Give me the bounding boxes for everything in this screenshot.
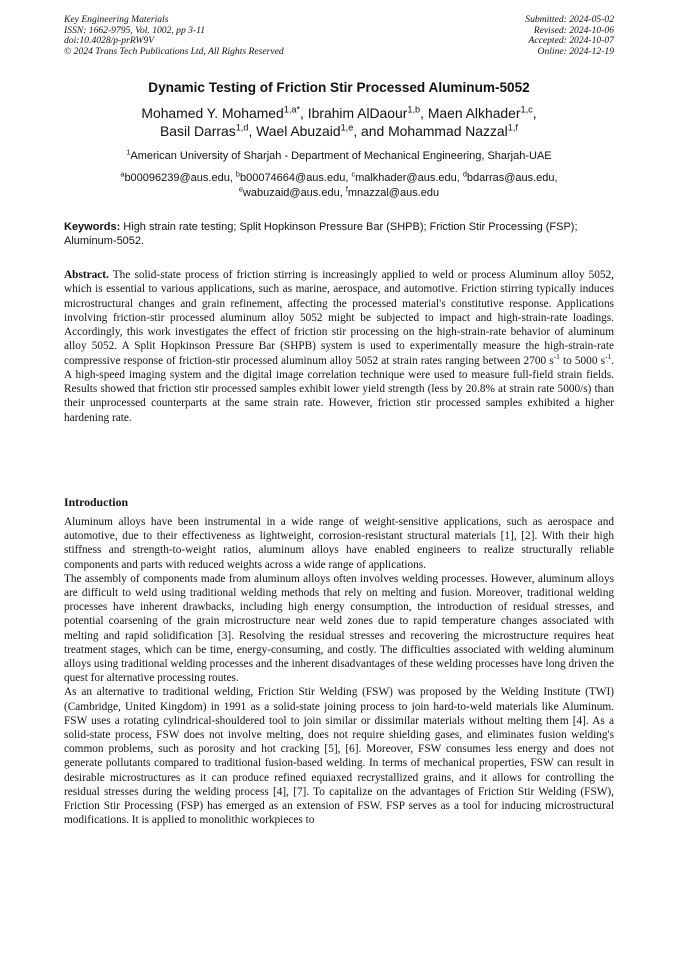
- submitted-date: Submitted: 2024-05-02: [525, 14, 614, 25]
- author-superscript: 1,d: [235, 122, 249, 133]
- email-address: b00074664@aus.edu,: [239, 172, 352, 184]
- intro-paragraph: Aluminum alloys have been instrumental in a wide range of weight-sensitive applications, such as aerospace and automotive, due to their effectiveness as lightweight, corrosion-resistant structural materials [1], [2]. With their high stiffness and strength-to-weight ratios, aluminum alloys have enabled engineers to realize structurally reliable components and parts with reduced weights across a wide range of applications.: [64, 516, 614, 571]
- abstract-section: Abstract. The solid-state process of friction stirring is increasingly applied to weld or process Aluminum alloy 5052, which is essential to various applications, such as marine, aerospace, and automotive. Friction stirring typically induces microstructural changes and grain refinement, affecting the processed material's constitutive response. Applications involving friction-stir processed aluminum alloy 5052 might be subjected to impact and high-strain-rate loadings. Accordingly, this work investigates the effect of friction stir processing on the high-strain-rate behavior of aluminum alloy 5052. A Split Hopkinson Pressure Bar (SHPB) system is used to experimentally measure the high-strain-rate compressive response of friction-stir processed aluminum alloy 5052 at strain rates ranging between 2700 $s^{-1}$ to 5000 $s^{-1}$. A high-speed imaging system and the digital image correlation technique were used to measure full-field strain fields. Results showed that friction stir processed samples exhibit lower yield strength (less by 20.8% at strain rate 5000/s) than their unprocessed counterparts at the same strain rate. However, friction stir processed samples exhibited a higher hardening rate.: [64, 269, 615, 424]
- email-address: wabuzaid@aus.edu,: [242, 186, 346, 199]
- author-superscript: 1,b: [407, 104, 421, 115]
- keywords-label: Keywords:: [64, 221, 121, 233]
- author-name: Mohammad Nazzal: [388, 123, 508, 139]
- copyright-line: © 2024 Trans Tech Publications Ltd, All Rights Reserved: [64, 45, 284, 57]
- author-list: Mohamed Y. Mohamed$^{1,a*}$, Ibrahim AlDaour$^{1,b}$, Maen Alkhader$^{1,c}$, Basil Darras$^{1,d}$, Wael Abuzaid$^{1,e}$, and Mohammad Nazzal$^{1,f}$: [141, 104, 537, 139]
- issn-line: ISSN: 1662-9795, Vol. 1002, pp 3-11: [64, 24, 206, 36]
- keywords-text: High strain rate testing; Split Hopkinson Pressure Bar (SHPB); Friction Stir Processing (FSP); Aluminum-5052.: [64, 221, 578, 248]
- introduction-body: [64, 515, 614, 827]
- author-name: Basil Darras: [160, 123, 236, 139]
- date-info: [525, 15, 614, 57]
- online-date: Online: 2024-12-19: [537, 45, 614, 57]
- keywords-section: [64, 220, 614, 248]
- accepted-date: Accepted: 2024-10-07: [528, 35, 614, 47]
- author-name: Wael Abuzaid: [256, 123, 341, 139]
- author-superscript: 1,a*: [283, 104, 301, 115]
- author-name: Ibrahim AlDaour: [307, 105, 408, 121]
- email-address: mnazzal@aus.edu: [347, 186, 440, 199]
- email-address: malkhader@aus.edu,: [355, 172, 463, 184]
- abstract-label: Abstract.: [64, 269, 109, 281]
- author-name: Maen Alkhader: [427, 105, 521, 121]
- email-address: bdarras@aus.edu,: [466, 172, 558, 184]
- journal-info: [64, 15, 284, 57]
- intro-paragraph: As an alternative to traditional welding, Friction Stir Welding (FSW) was proposed by the Welding Institute (TWI) (Cambridge, United Kingdom) in 1991 as a solid-state joining process to join hard-to-weld materials like Aluminum. FSW uses a rotating cylindrical-shouldered tool to join similar or dissimilar materials without melting them [4]. As a solid-state process, FSW does not involve melting, does not require shielding gases, and eliminates fusion welding's common problems, such as porosity and hot cracking [5], [6]. Moreover, FSW consumes less energy and does not generate pollutants compared to traditional fusion-based welding. In terms of mechanical properties, FSW can result in desirable microstructures as it can produce refined equiaxed recrystallized grains, and it allows for controlling the residual stresses during the welding process [4], [7]. To capitalize on the advantages of Friction Stir Welding (FSW), Friction Stir Processing (FSP) has emerged as an extension of FSW. FSP serves as a tool for inducing microstructural modifications. It is applied to monolithic workpieces to: [64, 686, 614, 827]
- email-list: $^a$b00096239@aus.edu, $^b$b00074664@aus.edu, $^c$malkhader@aus.edu, $^d$bdarras@aus.edu, $^e$wabuzaid@aus.edu, $^f$mnazzal@aus.edu: [120, 169, 558, 199]
- revised-date: Revised: 2024-10-06: [533, 24, 614, 36]
- doi-line: doi:10.4028/p-prRW9V: [64, 35, 155, 47]
- author-superscript: 1,f: [507, 122, 518, 133]
- author-superscript: 1,c: [520, 104, 533, 115]
- author-superscript: 1,e: [340, 122, 354, 133]
- introduction-heading: Introduction: [64, 495, 129, 509]
- journal-name: Key Engineering Materials: [64, 14, 169, 25]
- email-address: b00096239@aus.edu,: [124, 172, 236, 184]
- affiliation: $^1$American University of Sharjah - Department of Mechanical Engineering, Sharjah-UAE: [126, 147, 552, 162]
- author-name: Mohamed Y. Mohamed: [141, 105, 284, 121]
- paper-title: Dynamic Testing of Friction Stir Processed Aluminum-5052: [148, 80, 530, 95]
- intro-paragraph: The assembly of components made from aluminum alloys often involves welding processes. However, aluminum alloys are difficult to weld using traditional welding methods that rely on melting and fusion. Moreover, traditional welding processes have inherent drawbacks, including high energy consumption, the introduction of residual stresses, and potential coarsening of the grain microstructure near weld zones due to rapid temperature changes associated with melting and rapid solidification [3]. Resolving the residual stresses and recovering the microstructure requires heat treatment stages, which can be time, energy-consuming, and costly. The difficulties associated with welding aluminum alloys using traditional welding processes and the inherent disadvantages of these welding processes have long driven the quest for alternative processing routes.: [64, 572, 614, 685]
